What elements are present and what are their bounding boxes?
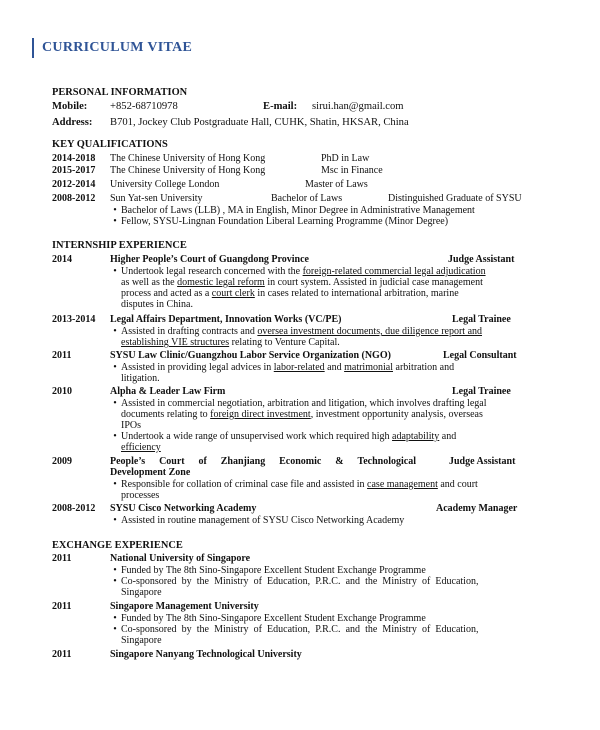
section-heading-qualifications: KEY QUALIFICATIONS: [52, 139, 168, 150]
entry-organization: Singapore Nanyang Technological University: [110, 649, 302, 660]
section-heading-internship: INTERNSHIP EXPERIENCE: [52, 240, 187, 251]
list-item: • Assisted in providing legal advices in labor-related and matrimonial arbitration and: [110, 362, 530, 373]
qual-years: 2015-2017: [52, 165, 96, 176]
bullet-glyph: •: [113, 479, 117, 490]
qual-degree: Bachelor of Laws: [271, 193, 343, 204]
entry-organization: Alpha & Leader Law Firm: [110, 386, 226, 397]
list-item: • Assisted in drafting contracts and oversea investment documents, due diligence report and: [110, 326, 530, 337]
bullet-glyph: •: [113, 362, 117, 373]
list-item: • Undertook a wide range of unsupervised work which required high adaptability and: [110, 431, 530, 442]
bullet-glyph: •: [113, 216, 117, 227]
list-item-continued: IPOs: [121, 420, 142, 431]
entry-organization: SYSU Cisco Networking Academy: [110, 503, 257, 514]
entry-organization: People’s Court of Zhanjiang Economic & Technological: [110, 456, 416, 467]
entry-organization: Legal Affairs Department, Innovation Works (VC/PE): [110, 314, 342, 325]
mobile-value: +852-68710978: [110, 101, 178, 112]
qual-degree: PhD in Law: [321, 153, 370, 164]
list-item: • Co-sponsored by the Ministry of Education, P.R.C. and the Ministry of Education,: [110, 576, 530, 587]
section-heading-exchange: EXCHANGE EXPERIENCE: [52, 540, 183, 551]
bullet-glyph: •: [113, 565, 117, 576]
list-item: • Funded by The 8th Sino-Singapore Excellent Student Exchange Programme: [110, 565, 530, 576]
entry-year: 2014: [52, 254, 72, 265]
entry-role: Legal Trainee: [452, 314, 511, 325]
entry-organization: Higher People’s Court of Guangdong Province: [110, 254, 309, 265]
entry-year: 2009: [52, 456, 72, 467]
qual-school: The Chinese University of Hong Kong: [110, 165, 266, 176]
qual-years: 2014-2018: [52, 153, 96, 164]
bullet-glyph: •: [113, 205, 117, 216]
email-label: E-mail:: [263, 101, 298, 112]
list-item-continued: establishing VIE structures relating to Venture Capital.: [121, 337, 340, 348]
entry-year: 2013-2014: [52, 314, 96, 325]
qual-years: 2012-2014: [52, 179, 96, 190]
entry-year: 2011: [52, 350, 72, 361]
list-item: • Assisted in routine management of SYSU Cisco Networking Academy: [110, 515, 530, 526]
qual-school: The Chinese University of Hong Kong: [110, 153, 266, 164]
list-item: [110, 266, 530, 277]
list-item: • Responsible for collation of criminal case file and assisted in case management and court: [110, 479, 530, 490]
entry-organization: National University of Singapore: [110, 553, 251, 564]
qual-bullet: Fellow, SYSU-Lingnan Foundation Liberal Learning Programme (Minor Degree): [121, 216, 449, 227]
qual-distinction: Distinguished Graduate of SYSU: [388, 193, 522, 204]
bullet-glyph: •: [113, 266, 117, 277]
list-item-continued: processes: [121, 490, 160, 501]
list-item-continued: as well as the domestic legal reform in court system. Assisted in judicial case management: [121, 277, 483, 288]
list-item-continued: documents relating to foreign direct investment, investment opportunity analysis, overseas: [121, 409, 483, 420]
page-title: CURRICULUM VITAE: [32, 38, 192, 58]
entry-role: Legal Trainee: [452, 386, 511, 397]
list-item: • Assisted in commercial negotiation, arbitration and litigation, which involves drafting legal: [110, 398, 530, 409]
entry-role: Legal Consultant: [443, 350, 517, 361]
entry-year: 2008-2012: [52, 503, 96, 514]
entry-year: 2010: [52, 386, 72, 397]
entry-role: Judge Assistant: [449, 456, 516, 467]
qual-school: University College London: [110, 179, 220, 190]
section-heading-personal: PERSONAL INFORMATION: [52, 87, 188, 98]
address-label: Address:: [52, 117, 93, 128]
qual-years: 2008-2012: [52, 193, 96, 204]
list-item-continued: Singapore: [121, 587, 162, 598]
list-item: • Co-sponsored by the Ministry of Education, P.R.C. and the Ministry of Education,: [110, 624, 530, 635]
bullet-glyph: •: [113, 624, 117, 635]
entry-year: 2011: [52, 649, 72, 660]
list-item: [110, 216, 530, 227]
entry-organization: SYSU Law Clinic/Guangzhou Labor Service Organization (NGO): [110, 350, 391, 361]
address-value: B701, Jockey Club Postgraduate Hall, CUHK, Shatin, HKSAR, China: [110, 117, 409, 128]
list-item: • Funded by The 8th Sino-Singapore Excellent Student Exchange Programme: [110, 613, 530, 624]
list-item-continued: process and acted as a court clerk in cases related to international arbitration, marine: [121, 288, 459, 299]
bullet-glyph: •: [113, 613, 117, 624]
list-item-continued: Singapore: [121, 635, 162, 646]
entry-role: Judge Assistant: [448, 254, 515, 265]
list-item-continued: litigation.: [121, 373, 160, 384]
bullet-glyph: •: [113, 398, 117, 409]
mobile-label: Mobile:: [52, 101, 88, 112]
qual-degree: Msc in Finance: [321, 165, 383, 176]
entry-role: Academy Manager: [436, 503, 518, 514]
bullet-glyph: •: [113, 515, 117, 526]
qual-bullet: Bachelor of Laws (LLB) , MA in English, Minor Degree in Administrative Management: [121, 205, 475, 216]
entry-organization: Singapore Management University: [110, 601, 259, 612]
entry-organization-line2: Development Zone: [110, 467, 191, 478]
bullet-text: Undertook legal research concerned with the foreign-related commercial legal adjudication: [121, 266, 486, 277]
list-item-continued: efficiency: [121, 442, 161, 453]
qual-school: Sun Yat-sen University: [110, 193, 203, 204]
entry-year: 2011: [52, 601, 72, 612]
entry-year: 2011: [52, 553, 72, 564]
email-value[interactable]: sirui.han@gmail.com: [312, 101, 404, 112]
list-item: [110, 205, 530, 216]
bullet-glyph: •: [113, 576, 117, 587]
qual-degree: Master of Laws: [305, 179, 368, 190]
list-item-continued: disputes in China.: [121, 299, 193, 310]
bullet-glyph: •: [113, 431, 117, 442]
bullet-glyph: •: [113, 326, 117, 337]
